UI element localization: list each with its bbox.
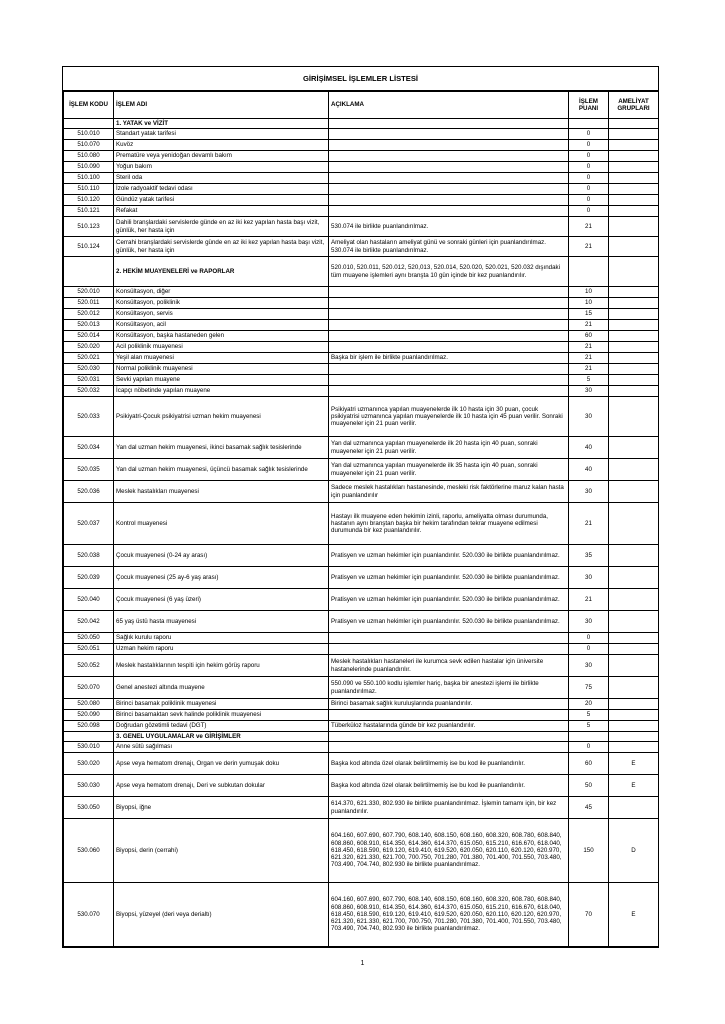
header-code: İŞLEM KODU [64, 92, 114, 119]
procedure-code: 520.090 [64, 710, 114, 721]
procedure-description: Yan dal uzmanınca yapılan muayenelerde ilk 20 hasta için 40 puan, sonraki muayeneler için 21 puan verilir. [329, 437, 569, 459]
table-row [64, 655, 659, 677]
procedure-description [329, 162, 569, 173]
procedure-description: Başka kod altında özel olarak belirtilmemiş ise bu kod ile puanlandırılır. [329, 753, 569, 775]
procedure-points: 15 [569, 309, 609, 320]
procedure-name: Apse veya hematom drenajı, Deri ve subkutan dokular [114, 775, 329, 797]
procedure-description [329, 140, 569, 151]
table-row [64, 633, 659, 644]
procedure-name: Anne sütü sağılması [114, 742, 329, 753]
procedure-name: Apse veya hematom drenajı, Organ ve derin yumuşak doku [114, 753, 329, 775]
table-row [64, 397, 659, 437]
surgery-group [609, 567, 659, 589]
procedure-name: Biyopsi, derin (cerrahi) [114, 819, 329, 883]
header-description: AÇIKLAMA [329, 92, 569, 119]
procedure-description [329, 184, 569, 195]
surgery-group [609, 298, 659, 309]
procedure-name: Konsültasyon, servis [114, 309, 329, 320]
table-row [64, 173, 659, 184]
procedure-code: 520.038 [64, 545, 114, 567]
procedure-points: 60 [569, 753, 609, 775]
surgery-group [609, 677, 659, 699]
surgery-group [609, 364, 659, 375]
table-row [64, 677, 659, 699]
procedure-description: Pratisyen ve uzman hekimler için puanlandırılır. 520.030 ile birlikte puanlandırılmaz. [329, 545, 569, 567]
surgery-group [609, 129, 659, 140]
table-header-row [64, 92, 659, 119]
table-row [64, 342, 659, 353]
procedure-code: 520.031 [64, 375, 114, 386]
procedure-name: Konsültasyon, acil [114, 320, 329, 331]
procedure-description [329, 644, 569, 655]
procedure-code: 520.052 [64, 655, 114, 677]
procedure-name: Yan dal uzman hekim muayenesi, ikinci basamak sağlık tesislerinde [114, 437, 329, 459]
surgery-group: E [609, 775, 659, 797]
procedure-points: 10 [569, 298, 609, 309]
procedure-description: Pratisyen ve uzman hekimler için puanlandırılır. 520.030 ile birlikte puanlandırılmaz. [329, 567, 569, 589]
procedure-code: 510.010 [64, 129, 114, 140]
procedure-name: Kontrol muayenesi [114, 503, 329, 545]
procedure-code: 510.120 [64, 195, 114, 206]
procedure-code: 520.037 [64, 503, 114, 545]
procedure-name: Psikiyatri-Çocuk psikiyatrisi uzman hekim muayenesi [114, 397, 329, 437]
procedure-code: 510.110 [64, 184, 114, 195]
procedure-points: 60 [569, 331, 609, 342]
procedure-code: 520.050 [64, 633, 114, 644]
procedure-name: İcapçı nöbetinde yapılan muayene [114, 386, 329, 397]
table-row [64, 753, 659, 775]
procedure-description [329, 342, 569, 353]
table-row [64, 151, 659, 162]
procedure-description: Sadece meslek hastalıkları hastanesinde, mesleki risk faktörlerine maruz kalan hasta için puanlandırılır [329, 481, 569, 503]
procedure-points: 150 [569, 819, 609, 883]
surgery-group [609, 721, 659, 732]
table-row [64, 320, 659, 331]
procedure-code: 520.013 [64, 320, 114, 331]
procedure-code: 530.030 [64, 775, 114, 797]
procedure-points: 40 [569, 437, 609, 459]
procedure-points: 30 [569, 386, 609, 397]
procedure-code: 530.020 [64, 753, 114, 775]
procedure-code: 530.060 [64, 819, 114, 883]
procedure-description: 604.160, 607.690, 607.790, 608.140, 608.150, 608.160, 608.320, 608.780, 608.840, 608.860, 608.910, 614.350, 614.360, 614.370, 615.050, 615.210, 616.670, 618.040, 618.450, 618.590, 619.120, 619.410, 619.520, 620.050, 620.110, 620.120, 620.970, 621.320, 621.330, 621.700, 700.750, 701.280, 701.380, 701.400, 701.550, 703.480, 703.490, 704.740, 802.930 ile birlikte puanlandırılmaz. [329, 883, 569, 947]
procedure-points: 5 [569, 721, 609, 732]
procedure-name: Standart yatak tarifesi [114, 129, 329, 140]
procedure-points: 0 [569, 195, 609, 206]
procedure-name: Sevki yapılan muayene [114, 375, 329, 386]
table-row [64, 644, 659, 655]
procedure-name: Sağlık kurulu raporu [114, 633, 329, 644]
table-row [64, 162, 659, 173]
surgery-group [609, 342, 659, 353]
section-row [64, 732, 659, 742]
procedure-description: Hastayı ilk muayene eden hekimin izinli, raporlu, ameliyatta olması durumunda, hastanın aynı branştan başka bir hekim tarafından tekrar muayene edilmesi durumunda bir kez puanlandırılır. [329, 503, 569, 545]
header-points: İŞLEM PUANI [569, 92, 609, 119]
table-row [64, 797, 659, 819]
surgery-group [609, 437, 659, 459]
procedure-points: 10 [569, 287, 609, 298]
procedure-name: İzole radyoaktif tedavi odası [114, 184, 329, 195]
surgery-group [609, 797, 659, 819]
table-row [64, 710, 659, 721]
procedure-points: 0 [569, 206, 609, 217]
procedure-name: Meslek hastalıkları muayenesi [114, 481, 329, 503]
procedure-code: 530.010 [64, 742, 114, 753]
table-body [64, 119, 659, 947]
procedure-code: 520.032 [64, 386, 114, 397]
table-row [64, 184, 659, 195]
procedure-code: 520.033 [64, 397, 114, 437]
procedure-code: 510.070 [64, 140, 114, 151]
header-group: AMELİYAT GRUPLARI [609, 92, 659, 119]
surgery-group [609, 173, 659, 184]
table-row [64, 331, 659, 342]
surgery-group [609, 320, 659, 331]
procedure-points: 21 [569, 364, 609, 375]
procedure-name: Birinci basamak poliklinik muayenesi [114, 699, 329, 710]
surgery-group [609, 217, 659, 237]
procedure-points: 21 [569, 353, 609, 364]
procedure-points: 5 [569, 710, 609, 721]
table-row [64, 206, 659, 217]
table-row [64, 129, 659, 140]
procedure-description: Ameliyat olan hastaların ameliyat günü ve sonraki günleri için puanlandırılmaz. 530.074 ile birlikte puanlandırılmaz. [329, 237, 569, 257]
procedure-name: Doğrudan gözetimli tedavi (DGT) [114, 721, 329, 732]
procedure-description [329, 742, 569, 753]
procedure-points: 70 [569, 883, 609, 947]
procedures-table [63, 91, 659, 947]
procedure-description [329, 633, 569, 644]
procedure-description [329, 129, 569, 140]
procedure-code: 520.035 [64, 459, 114, 481]
procedure-points: 30 [569, 567, 609, 589]
surgery-group [609, 353, 659, 364]
procedure-code: 520.010 [64, 287, 114, 298]
table-row [64, 545, 659, 567]
table-row [64, 140, 659, 151]
procedure-points: 0 [569, 633, 609, 644]
table-row [64, 353, 659, 364]
procedure-points: 0 [569, 184, 609, 195]
table-row [64, 503, 659, 545]
procedure-description [329, 173, 569, 184]
table-row [64, 298, 659, 309]
procedure-points: 21 [569, 503, 609, 545]
section-row [64, 119, 659, 129]
procedure-description [329, 364, 569, 375]
procedure-description: Pratisyen ve uzman hekimler için puanlandırılır. 520.030 ile birlikte puanlandırılmaz. [329, 611, 569, 633]
surgery-group [609, 119, 659, 129]
procedure-name: Dahili branşlardaki servislerde günde en az iki kez yapılan hasta başı vizit, günlük, her hasta için [114, 217, 329, 237]
procedure-description: Pratisyen ve uzman hekimler için puanlandırılır. 520.030 ile birlikte puanlandırılmaz. [329, 589, 569, 611]
table-row [64, 567, 659, 589]
surgery-group [609, 287, 659, 298]
procedure-description: Meslek hastalıkları hastaneleri ile kurumca sevk edilen hastalar için üniversite hastanelerinde puanlandırılır. [329, 655, 569, 677]
surgery-group [609, 742, 659, 753]
procedure-code: 520.070 [64, 677, 114, 699]
procedure-code: 510.080 [64, 151, 114, 162]
procedure-name: Gündüz yatak tarifesi [114, 195, 329, 206]
table-row [64, 386, 659, 397]
procedure-description: 530.074 ile birlikte puanlandırılmaz. [329, 217, 569, 237]
procedure-code: 520.030 [64, 364, 114, 375]
procedure-code: 520.036 [64, 481, 114, 503]
surgery-group [609, 309, 659, 320]
procedure-description [329, 206, 569, 217]
procedure-code: 510.100 [64, 173, 114, 184]
procedure-code: 510.124 [64, 237, 114, 257]
procedure-code: 520.014 [64, 331, 114, 342]
procedure-code: 520.020 [64, 342, 114, 353]
procedure-description: Tüberküloz hastalarında günde bir kez puanlandırılır. [329, 721, 569, 732]
procedure-name: Refakat [114, 206, 329, 217]
procedure-description [329, 732, 569, 742]
table-row [64, 309, 659, 320]
table-row [64, 721, 659, 732]
header-name: İŞLEM ADI [114, 92, 329, 119]
procedure-name: Çocuk muayenesi (25 ay-6 yaş arası) [114, 567, 329, 589]
procedure-code: 520.042 [64, 611, 114, 633]
procedure-name: 65 yaş üstü hasta muayenesi [114, 611, 329, 633]
procedure-points: 21 [569, 589, 609, 611]
surgery-group [609, 699, 659, 710]
procedure-description: Birinci basamak sağlık kuruluşlarında puanlandırılır. [329, 699, 569, 710]
table-row [64, 217, 659, 237]
procedure-name: Normal poliklinik muayenesi [114, 364, 329, 375]
surgery-group: E [609, 753, 659, 775]
procedure-name: Çocuk muayenesi (0-24 ay arası) [114, 545, 329, 567]
surgery-group [609, 257, 659, 287]
procedure-description [329, 298, 569, 309]
procedure-name: 3. GENEL UYGULAMALAR ve GİRİŞİMLER [114, 732, 329, 742]
surgery-group [609, 644, 659, 655]
table-row [64, 437, 659, 459]
procedure-name: Cerrahi branşlardaki servislerde günde en az iki kez yapılan hasta başı vizit, günlük, her hasta için [114, 237, 329, 257]
surgery-group [609, 545, 659, 567]
procedure-description: Başka kod altında özel olarak belirtilmemiş ise bu kod ile puanlandırılır. [329, 775, 569, 797]
procedure-points: 21 [569, 342, 609, 353]
table-row [64, 611, 659, 633]
procedure-code: 520.098 [64, 721, 114, 732]
procedure-description [329, 331, 569, 342]
surgery-group [609, 151, 659, 162]
surgery-group [609, 184, 659, 195]
table-row [64, 481, 659, 503]
procedure-points: 21 [569, 237, 609, 257]
procedure-points: 0 [569, 140, 609, 151]
procedure-name: Biyopsi, yüzeyel (deri veya derialtı) [114, 883, 329, 947]
procedure-name: Konsültasyon, diğer [114, 287, 329, 298]
procedure-code: 530.070 [64, 883, 114, 947]
procedure-name: Yeşil alan muayenesi [114, 353, 329, 364]
procedure-points: 0 [569, 742, 609, 753]
procedure-points: 45 [569, 797, 609, 819]
procedure-code [64, 119, 114, 129]
surgery-group [609, 732, 659, 742]
procedure-points: 30 [569, 655, 609, 677]
procedure-points: 50 [569, 775, 609, 797]
procedure-name: Konsültasyon, başka hastaneden gelen [114, 331, 329, 342]
procedure-description [329, 195, 569, 206]
page-title: GİRİŞİMSEL İŞLEMLER LİSTESİ [63, 67, 658, 91]
procedure-name: Meslek hastalıklarının tespiti için hekim görüş raporu [114, 655, 329, 677]
procedure-description: 604.160, 607.690, 607.790, 608.140, 608.150, 608.160, 608.320, 608.780, 608.840, 608.860, 608.910, 614.350, 614.360, 614.370, 615.050, 615.210, 616.670, 618.040, 618.450, 618.590, 619.120, 619.410, 619.520, 620.050, 620.110, 620.120, 620.970, 621.320, 621.330, 621.700, 700.750, 701.280, 701.380, 701.400, 701.550, 703.480, 703.490, 704.740, 802.930 ile birlikte puanlandırılmaz. [329, 819, 569, 883]
procedure-points: 30 [569, 397, 609, 437]
procedure-name: 1. YATAK ve VİZİT [114, 119, 329, 129]
procedure-code: 520.011 [64, 298, 114, 309]
procedure-name: Yan dal uzman hekim muayenesi, üçüncü basamak sağlık tesislerinde [114, 459, 329, 481]
table-row [64, 364, 659, 375]
procedure-description: 550.090 ve 550.100 kodlu işlemler hariç, başka bir anestezi işlemi ile birlikte puanlandırılmaz. [329, 677, 569, 699]
procedure-description: Yan dal uzmanınca yapılan muayenelerde ilk 35 hasta için 40 puan, sonraki muayeneler için 21 puan verilir. [329, 459, 569, 481]
procedure-points: 30 [569, 611, 609, 633]
table-row [64, 287, 659, 298]
procedure-description: 520.010, 520.011, 520.012, 520,013, 520.014, 520.020, 520.021, 520.032 dışındaki tüm muayene işlemleri aynı branşta 10 gün içinde bir kez puanlandırılır. [329, 257, 569, 287]
procedure-code [64, 257, 114, 287]
procedure-name: Birinci basamaktan sevk halinde poliklinik muayenesi [114, 710, 329, 721]
procedure-name: Çocuk muayenesi (6 yaş üzeri) [114, 589, 329, 611]
procedure-name: Yoğun bakım [114, 162, 329, 173]
procedure-name: 2. HEKİM MUAYENELERİ ve RAPORLAR [114, 257, 329, 287]
procedure-name: Konsültasyon, poliklinik [114, 298, 329, 309]
page-number: 1 [360, 960, 365, 967]
table-row [64, 589, 659, 611]
procedure-points: 40 [569, 459, 609, 481]
table-row [64, 699, 659, 710]
procedure-description [329, 320, 569, 331]
procedure-description [329, 309, 569, 320]
surgery-group [609, 331, 659, 342]
procedure-points: 21 [569, 217, 609, 237]
procedure-code: 520.051 [64, 644, 114, 655]
table-row [64, 195, 659, 206]
procedure-points: 5 [569, 375, 609, 386]
surgery-group [609, 397, 659, 437]
procedure-code: 520.040 [64, 589, 114, 611]
surgery-group [609, 237, 659, 257]
procedure-name: Uzman hekim raporu [114, 644, 329, 655]
procedure-code: 510.090 [64, 162, 114, 173]
procedure-description: Başka bir işlem ile birlikte puanlandırılmaz. [329, 353, 569, 364]
surgery-group [609, 386, 659, 397]
table-row [64, 237, 659, 257]
procedure-points: 0 [569, 129, 609, 140]
procedure-code: 520.080 [64, 699, 114, 710]
procedure-code: 520.012 [64, 309, 114, 320]
procedure-description: Psikiyatri uzmanınca yapılan muayenelerde ilk 10 hasta için 30 puan, çocuk psikiyatrisi uzmanınca yapılan muayenelerde ilk 10 hasta için 45 puan verilir. Sonraki muayeneler için 21 puan verilir. [329, 397, 569, 437]
surgery-group [609, 206, 659, 217]
procedure-name: Steril oda [114, 173, 329, 184]
procedure-points: 75 [569, 677, 609, 699]
surgery-group [609, 589, 659, 611]
procedure-name: Biyopsi, iğne [114, 797, 329, 819]
surgery-group [609, 710, 659, 721]
procedure-code: 520.034 [64, 437, 114, 459]
procedure-points [569, 257, 609, 287]
procedure-code: 510.123 [64, 217, 114, 237]
procedure-code: 510.121 [64, 206, 114, 217]
procedure-points: 0 [569, 151, 609, 162]
surgery-group [609, 481, 659, 503]
surgery-group [609, 162, 659, 173]
surgery-group [609, 503, 659, 545]
procedure-points: 0 [569, 173, 609, 184]
procedure-points: 0 [569, 644, 609, 655]
procedure-name: Kuvöz [114, 140, 329, 151]
procedure-points [569, 732, 609, 742]
table-row [64, 375, 659, 386]
procedure-name: Prematüre veya yenidoğan devamlı bakım [114, 151, 329, 162]
surgery-group [609, 655, 659, 677]
table-row [64, 775, 659, 797]
surgery-group [609, 195, 659, 206]
procedure-code: 520.021 [64, 353, 114, 364]
surgery-group [609, 375, 659, 386]
procedure-code: 530.050 [64, 797, 114, 819]
procedure-name: Acil poliklinik muayenesi [114, 342, 329, 353]
procedure-code: 520.039 [64, 567, 114, 589]
procedure-description [329, 386, 569, 397]
surgery-group [609, 140, 659, 151]
document-frame [62, 66, 659, 948]
procedure-points: 30 [569, 481, 609, 503]
procedure-points: 0 [569, 162, 609, 173]
procedure-description [329, 119, 569, 129]
table-row [64, 459, 659, 481]
procedure-name: Genel anestezi altında muayene [114, 677, 329, 699]
surgery-group: D [609, 819, 659, 883]
procedure-points: 20 [569, 699, 609, 710]
section-row [64, 257, 659, 287]
surgery-group [609, 459, 659, 481]
procedure-points: 35 [569, 545, 609, 567]
surgery-group: E [609, 883, 659, 947]
procedure-description [329, 287, 569, 298]
procedure-description [329, 151, 569, 162]
procedure-code [64, 732, 114, 742]
surgery-group [609, 633, 659, 644]
surgery-group [609, 611, 659, 633]
procedure-description: 614.370, 621.330, 802.930 ile birlikte puanlandırılmaz. İşlemin tamamı için, bir kez puanlandırılır. [329, 797, 569, 819]
procedure-points: 21 [569, 320, 609, 331]
table-row [64, 742, 659, 753]
procedure-description [329, 375, 569, 386]
procedure-points [569, 119, 609, 129]
procedure-description [329, 710, 569, 721]
table-row [64, 819, 659, 883]
table-row [64, 883, 659, 947]
